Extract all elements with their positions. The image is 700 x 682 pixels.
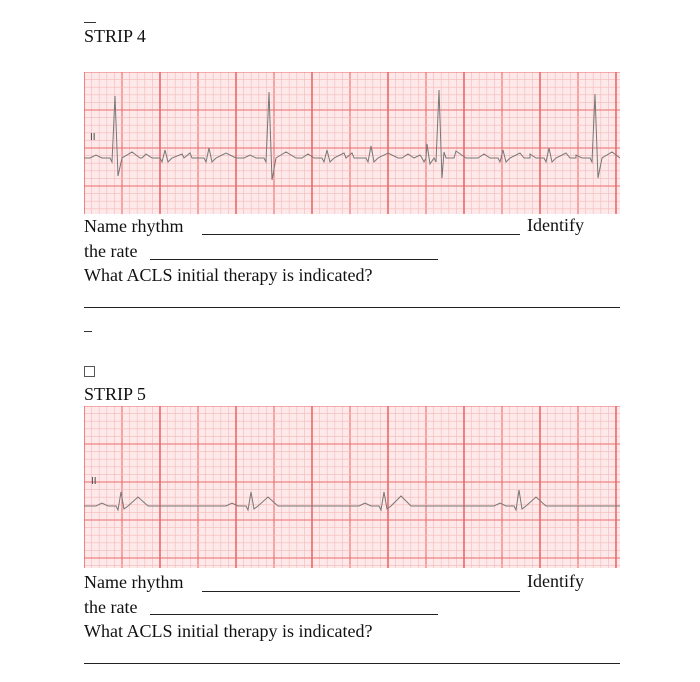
strip5-rhythm-answer-line[interactable] (202, 591, 520, 592)
strip5-ecg-strip (84, 406, 620, 568)
strip5-rate-label: the rate (84, 597, 138, 617)
strip4-rate-answer-line[interactable] (150, 259, 438, 260)
strip5-identify-label: Identify (527, 571, 584, 591)
strip4-therapy-answer-line[interactable] (84, 307, 620, 308)
strip5-checkbox[interactable] (84, 366, 95, 377)
strip5-lead-label: II (91, 476, 97, 487)
strip5-therapy-question: What ACLS initial therapy is indicated? (84, 621, 373, 641)
small-dash-mark (84, 331, 92, 332)
strip4-name-rhythm-label: Name rhythm (84, 216, 184, 236)
strip4-therapy-question: What ACLS initial therapy is indicated? (84, 265, 373, 285)
strip5-name-rhythm-label: Name rhythm (84, 572, 184, 592)
strip4-identify-label: Identify (527, 215, 584, 235)
strip4-ecg-strip (84, 72, 620, 214)
strip4-title: STRIP 4 (84, 26, 146, 46)
strip4-rhythm-answer-line[interactable] (202, 234, 520, 235)
strip5-title: STRIP 5 (84, 384, 146, 404)
strip5-rate-answer-line[interactable] (150, 614, 438, 615)
strip4-lead-label: II (90, 132, 96, 143)
top-dash-mark (84, 22, 96, 23)
strip5-therapy-answer-line[interactable] (84, 663, 620, 664)
strip4-rate-label: the rate (84, 241, 138, 261)
